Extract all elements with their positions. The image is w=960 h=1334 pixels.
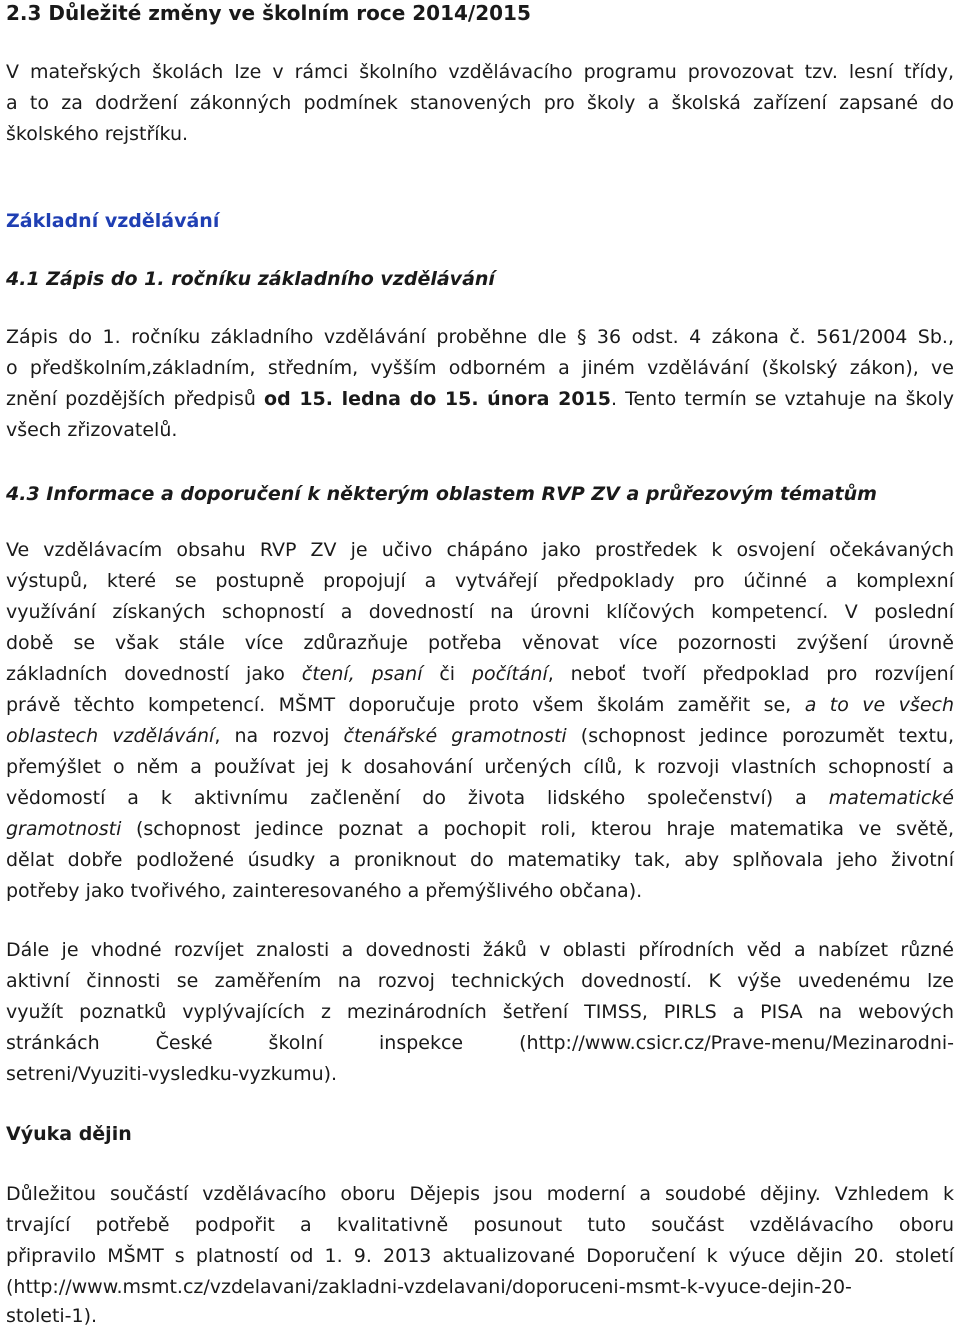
paragraph-line: stoleti-1).: [6, 1305, 98, 1327]
paragraph-line: dělat dobře podložené úsudky a proniknout do matematiky tak, aby splňovala jeho životní: [6, 849, 954, 871]
text-run: právě těchto kompetencí. MŠMT doporučuje proto všem školám zaměřit se,: [6, 694, 805, 716]
paragraph-line: Důležitou součástí vzdělávacího oboru Dějepis jsou moderní a soudobé dějiny. Vzhledem k: [6, 1183, 954, 1205]
paragraph-line: [6, 691, 954, 719]
text-run: (schopnost jedince poznat a pochopit roli, kterou hraje matematika ve světě,: [121, 818, 954, 840]
paragraph-line: využívání získaných schopností a dovedností na úrovni klíčových kompetencí. V poslední: [6, 601, 954, 623]
paragraph-line: době se však stále více zdůrazňuje potřeba věnovat více pozornosti zvýšení úrovně: [6, 632, 954, 654]
italic-run: oblastech vzdělávání: [6, 725, 215, 747]
paragraph-line: přemýšlet o něm a používat jej k dosahování určených cílů, k rozvoji vlastních schopností a: [6, 756, 954, 778]
paragraph-line: [6, 722, 954, 750]
text-run: . Tento termín se vztahuje na školy: [611, 388, 955, 410]
heading-vyuka-dejin: Výuka dějin: [6, 1123, 132, 1145]
paragraph-line: V mateřských školách lze v rámci školního vzdělávacího programu provozovat tzv. lesní třídy,: [6, 61, 954, 83]
italic-run: a to ve všech: [804, 694, 955, 716]
paragraph-line: setreni/Vyuziti-vysledku-vyzkumu).: [6, 1063, 338, 1085]
paragraph-line: stránkách České školní inspekce (http://www.csicr.cz/Prave-menu/Mezinarodni-: [6, 1032, 954, 1054]
text-run: či: [422, 663, 472, 685]
paragraph-line: výstupů, které se postupně propojují a vytvářejí předpoklady pro účinné a komplexní: [6, 570, 954, 592]
heading-4-3: 4.3 Informace a doporučení k některým oblastem RVP ZV a průřezovým tématům: [6, 483, 877, 505]
italic-run: počítání: [471, 663, 548, 685]
paragraph-line: [6, 385, 954, 413]
paragraph-line: trvající potřebě podpořit a kvalitativně posunout tuto součást vzdělávacího oboru: [6, 1214, 954, 1236]
paragraph-line: a to za dodržení zákonných podmínek stanovených pro školy a školská zařízení zapsané do: [6, 92, 954, 114]
text-run: (schopnost jedince porozumět textu,: [566, 725, 955, 747]
italic-run: čtení, psaní: [301, 663, 423, 685]
date-range-bold: od 15. ledna do 15. února 2015: [264, 388, 611, 410]
heading-4-1: 4.1 Zápis do 1. ročníku základního vzdělávání: [6, 268, 495, 290]
paragraph-line: Dále je vhodné rozvíjet znalosti a dovednosti žáků v oblasti přírodních věd a nabízet různé: [6, 939, 954, 961]
paragraph-line: aktivní činnosti se zaměřením na rozvoj technických dovedností. K výše uvedenému lze: [6, 970, 954, 992]
paragraph-line: připravilo MŠMT s platností od 1. 9. 2013 aktualizované Doporučení k výuce dějin 20. století: [6, 1245, 954, 1267]
paragraph-line: (http://www.msmt.cz/vzdelavani/zakladni-vzdelavani/doporuceni-msmt-k-vyuce-dejin-20-: [6, 1276, 852, 1298]
paragraph-line: všech zřizovatelů.: [6, 419, 178, 441]
paragraph-line: Ve vzdělávacím obsahu RVP ZV je učivo chápáno jako prostředek k osvojení očekávaných: [6, 539, 954, 561]
paragraph-line: Zápis do 1. ročníku základního vzdělávání proběhne dle § 36 odst. 4 zákona č. 561/2004 Sb.,: [6, 326, 954, 348]
italic-run: matematické: [828, 787, 954, 809]
paragraph-line: [6, 660, 954, 688]
paragraph-line: potřeby jako tvořivého, zainteresovaného a přemýšlivého občana).: [6, 880, 643, 902]
paragraph-line: [6, 815, 954, 843]
paragraph-line: o předškolním,základním, středním, vyšším odborném a jiném vzdělávání (školský zákon), ve: [6, 357, 954, 379]
italic-run: čtenářské gramotnosti: [343, 725, 567, 747]
italic-run: gramotnosti: [6, 818, 122, 840]
paragraph-line: využít poznatků vyplývajících z mezinárodních šetření TIMSS, PIRLS a PISA na webových: [6, 1001, 954, 1023]
text-run: , na rozvoj: [214, 725, 344, 747]
section-heading: 2.3 Důležité změny ve školním roce 2014/2015: [6, 1, 531, 25]
subsection-heading-zakladni: Základní vzdělávání: [6, 210, 220, 232]
paragraph-line: [6, 784, 954, 812]
text-run: vědomostí a k aktivnímu začlenění do života lidského společenství) a: [6, 787, 829, 809]
paragraph-line: školského rejstříku.: [6, 123, 189, 145]
text-run: základních dovedností jako: [6, 663, 302, 685]
text-run: znění pozdějších předpisů: [6, 388, 265, 410]
text-run: , neboť tvoří předpoklad pro rozvíjení: [547, 663, 954, 685]
